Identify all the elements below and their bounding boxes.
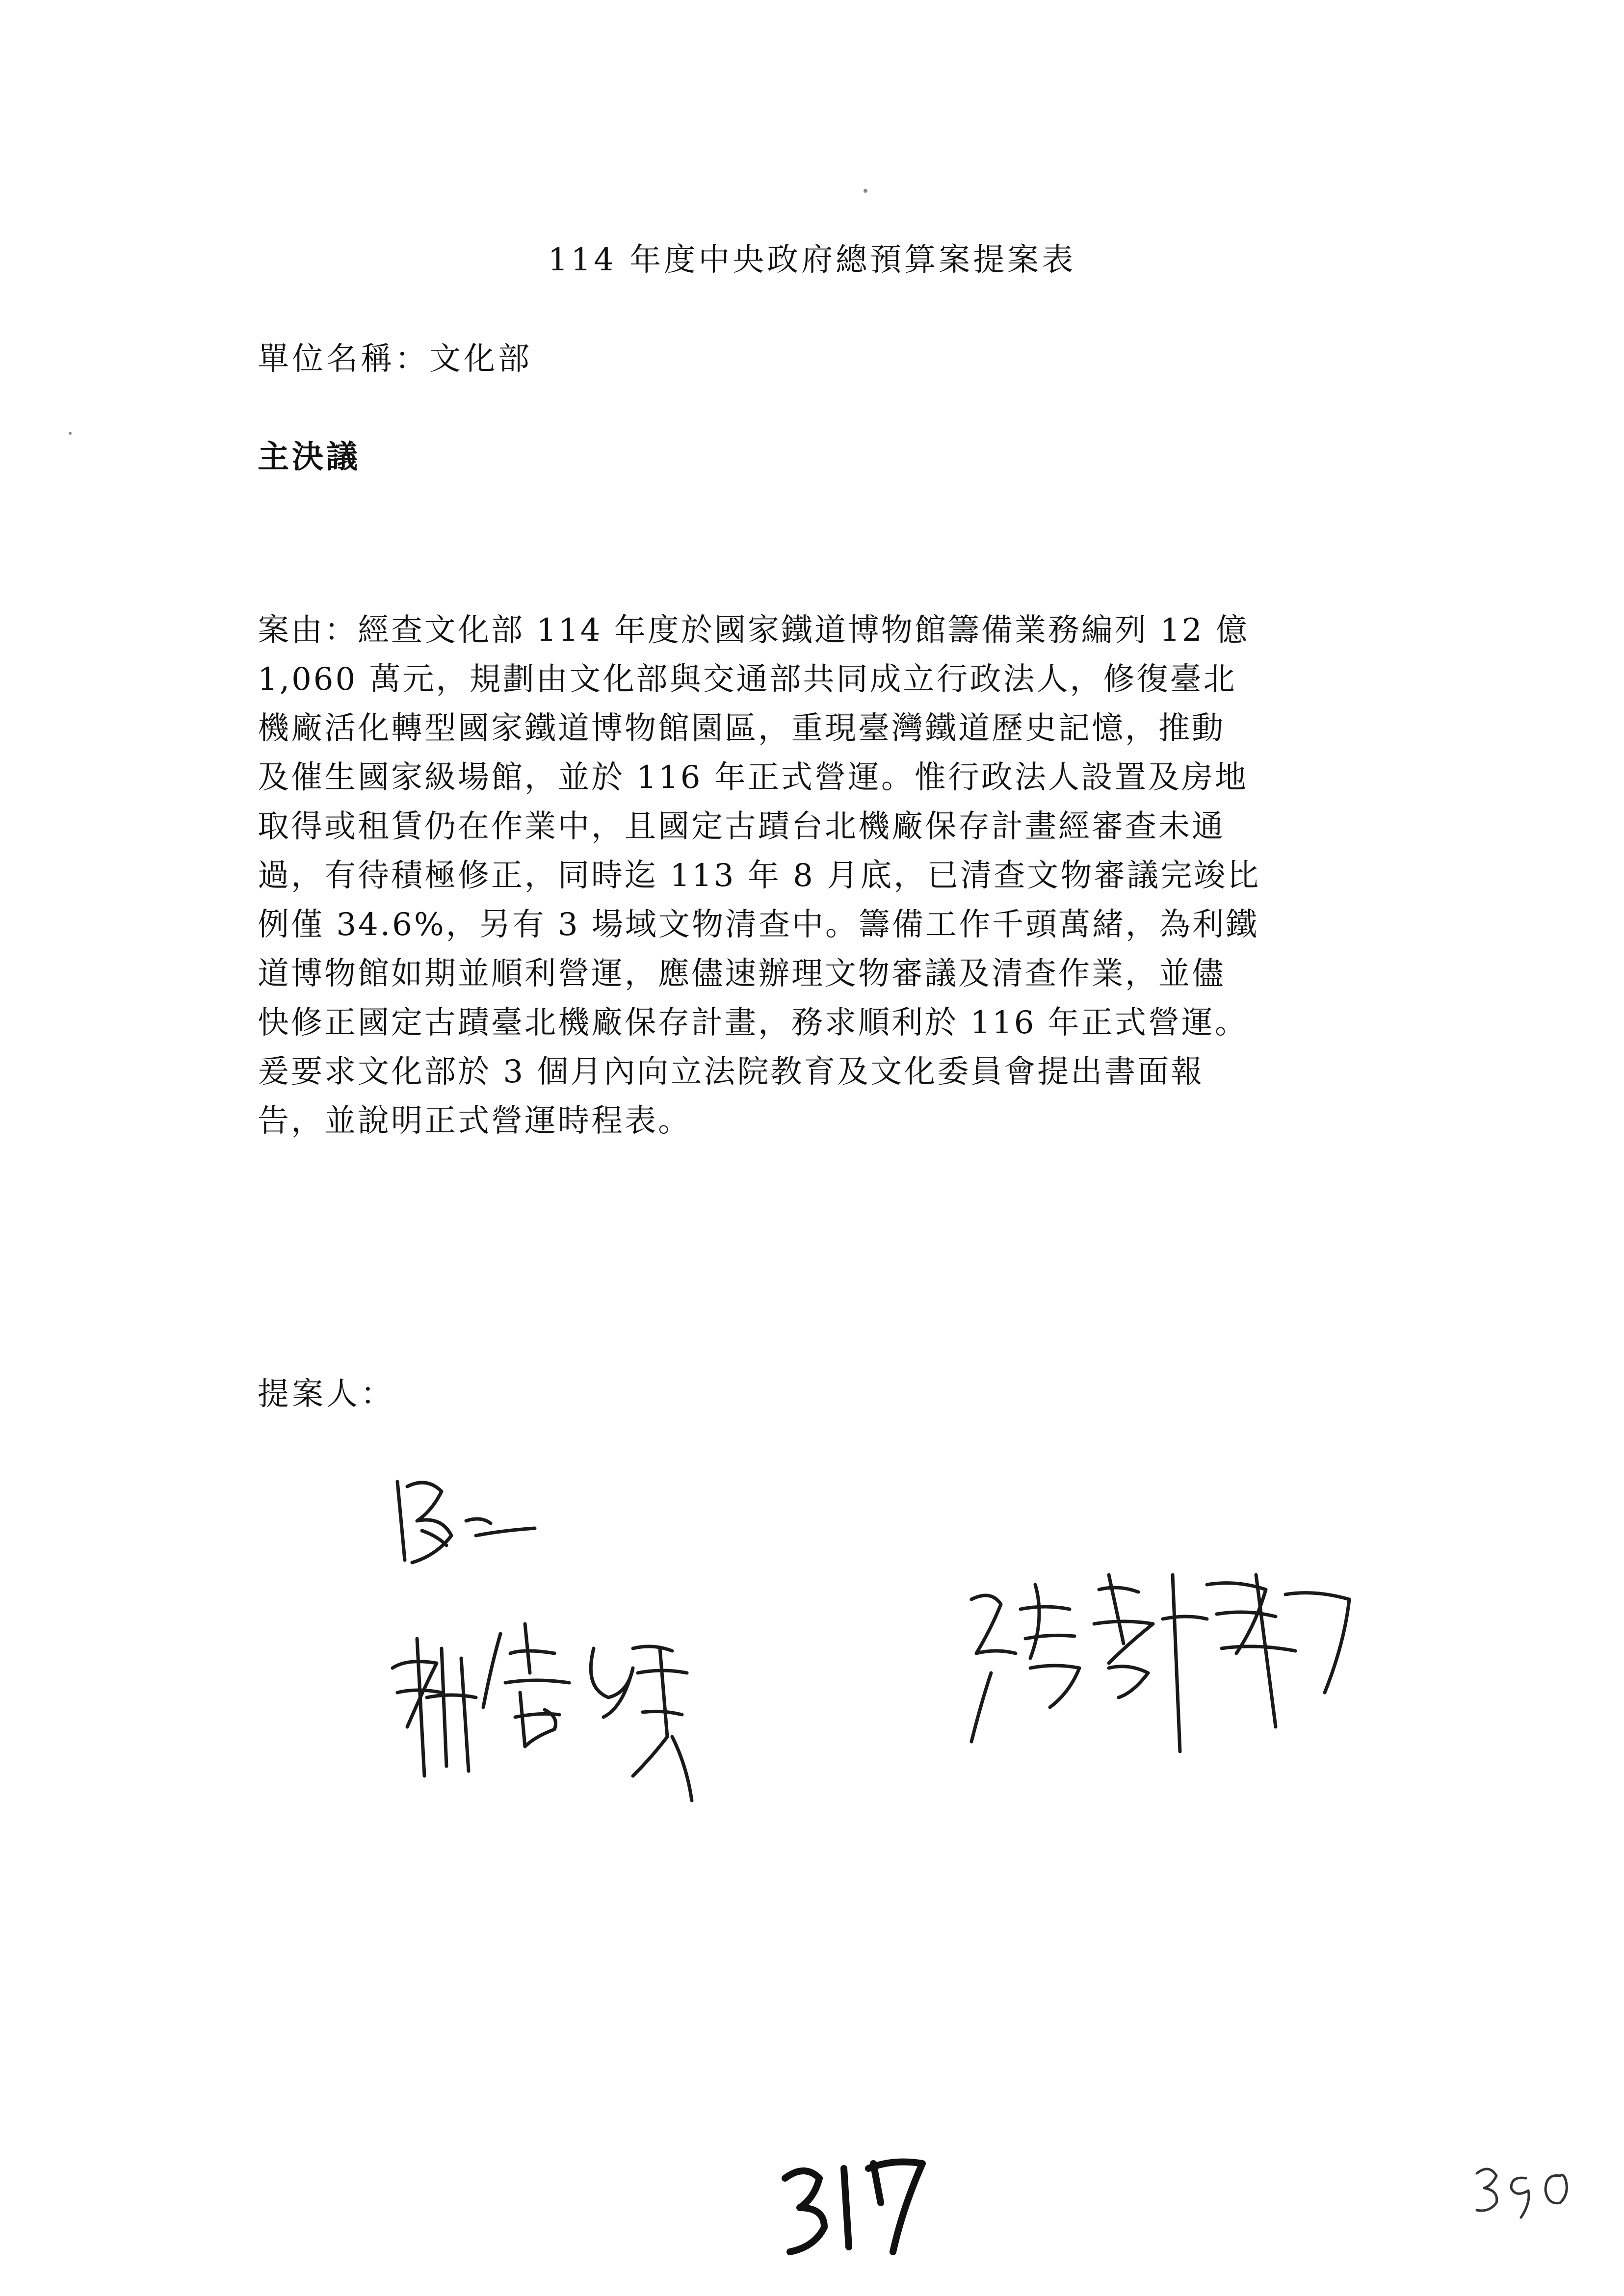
- body-line: 1,060 萬元，規劃由文化部與交通部共同成立行政法人，修復臺北: [258, 661, 1237, 698]
- signature-2: [962, 1545, 1364, 1771]
- body-line: 爰要求文化部於 3 個月內向立法院教育及文化委員會提出書面報: [258, 1054, 1205, 1090]
- body-line: 機廠活化轉型國家鐵道博物館園區，重現臺灣鐵道歷史記憶，推動: [258, 710, 1225, 747]
- body-line: 道博物館如期並順利營運，應儘速辦理文物審議及清查作業，並儘: [258, 956, 1225, 992]
- signature-1: [378, 1462, 819, 1835]
- body-line: 告，並說明正式營運時程表。: [258, 1103, 691, 1139]
- resolution-heading: 主決議: [258, 439, 361, 475]
- unit-name-line: [258, 334, 532, 379]
- scan-speck: [69, 432, 72, 435]
- handwritten-page-number-main: [775, 2149, 937, 2262]
- handwritten-page-number-side: [1467, 2149, 1580, 2227]
- unit-name-value: 文化部: [429, 341, 532, 377]
- body-line: 例僅 34.6%，另有 3 場域文物清查中。籌備工作千頭萬緒，為利鐵: [258, 907, 1259, 943]
- unit-name-label: 單位名稱：: [258, 341, 429, 377]
- document-title: 114 年度中央政府總預算案提案表: [548, 242, 1076, 278]
- body-line: 案由：經查文化部 114 年度於國家鐵道博物館籌備業務編列 12 億: [258, 612, 1249, 649]
- body-line: 過，有待積極修正，同時迄 113 年 8 月底，已清查文物審議完竣比: [258, 858, 1261, 894]
- scan-speck: [864, 189, 867, 193]
- body-line: 快修正國定古蹟臺北機廠保存計畫，務求順利於 116 年正式營運。: [258, 1005, 1248, 1041]
- body-line: 及催生國家級場館，並於 116 年正式營運。惟行政法人設置及房地: [258, 759, 1248, 796]
- body-line: 取得或租賃仍在作業中，且國定古蹟台北機廠保存計畫經審查未通: [258, 809, 1225, 845]
- proposal-body: [258, 606, 1362, 1146]
- proposer-label: 提案人：: [258, 1376, 395, 1412]
